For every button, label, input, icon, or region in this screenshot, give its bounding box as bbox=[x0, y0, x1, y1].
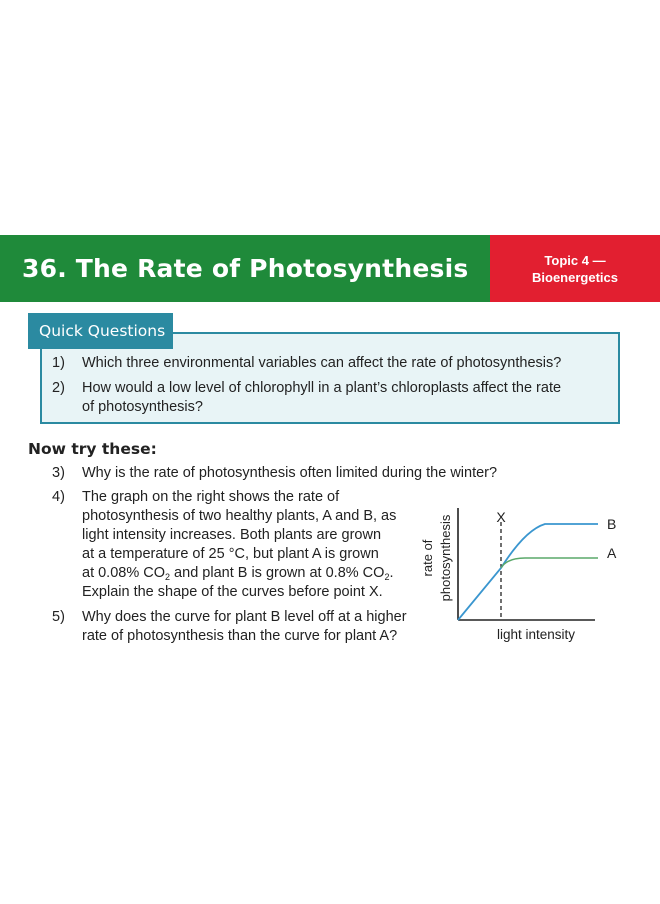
question-text-line4: at a temperature of 25 °C, but plant A is grown bbox=[82, 546, 379, 562]
question-text-line1: Why does the curve for plant B level off at a higher bbox=[82, 609, 407, 625]
question-text-line2: rate of photosynthesis than the curve for plant A? bbox=[82, 628, 398, 644]
topic-number: Topic 4 — bbox=[544, 252, 606, 268]
question-5 bbox=[52, 608, 412, 648]
subscript-2: 2 bbox=[165, 572, 171, 582]
x-axis-label: light intensity bbox=[496, 627, 576, 642]
now-try-heading: Now try these: bbox=[28, 440, 157, 458]
co2-text-b: and plant B is grown at 0.8% CO bbox=[170, 565, 385, 581]
quick-question-1 bbox=[52, 354, 612, 374]
page-header bbox=[0, 235, 660, 302]
question-text-line2: photosynthesis of two healthy plants, A and B, as bbox=[82, 508, 397, 524]
quick-question-2 bbox=[52, 379, 612, 419]
question-number: 2) bbox=[52, 380, 65, 396]
curve-a bbox=[501, 558, 598, 568]
curve-a-label: A bbox=[607, 545, 617, 561]
question-text-line6: Explain the shape of the curves before point X. bbox=[82, 584, 383, 600]
question-text-line5 bbox=[82, 564, 393, 582]
question-number: 3) bbox=[52, 465, 65, 481]
point-x-label: X bbox=[496, 509, 506, 525]
topic-name: Bioenergetics bbox=[532, 269, 618, 285]
question-4 bbox=[52, 488, 412, 600]
page-title: 36. The Rate of Photosynthesis bbox=[22, 254, 469, 283]
question-text: Why is the rate of photosynthesis often limited during the winter? bbox=[82, 465, 498, 481]
question-text: Which three environmental variables can affect the rate of photosynthesis? bbox=[82, 355, 562, 371]
co2-text-c: . bbox=[389, 565, 394, 581]
question-number: 1) bbox=[52, 355, 65, 371]
co2-text-a: at 0.08% CO bbox=[82, 565, 166, 581]
quick-questions-label: Quick Questions bbox=[39, 322, 166, 340]
curve-b bbox=[458, 524, 598, 620]
question-3 bbox=[52, 464, 612, 484]
topic-badge bbox=[490, 235, 660, 302]
subscript-2: 2 bbox=[384, 572, 390, 582]
title-bar bbox=[0, 235, 490, 302]
question-text-line2: of photosynthesis? bbox=[82, 399, 203, 415]
question-number: 4) bbox=[52, 489, 65, 505]
photosynthesis-graph bbox=[410, 500, 625, 645]
y-axis-label-line2: photosynthesis bbox=[438, 514, 453, 602]
question-text-line3: light intensity increases. Both plants are grown bbox=[82, 527, 382, 543]
question-text-line1: How would a low level of chlorophyll in a plant’s chloroplasts affect the rate bbox=[82, 380, 562, 396]
question-number: 5) bbox=[52, 609, 65, 625]
quick-questions-tab bbox=[28, 313, 173, 349]
curve-b-label: B bbox=[607, 516, 617, 532]
y-axis-label-line1: rate of bbox=[420, 539, 435, 577]
question-text-line1: The graph on the right shows the rate of bbox=[82, 489, 340, 505]
